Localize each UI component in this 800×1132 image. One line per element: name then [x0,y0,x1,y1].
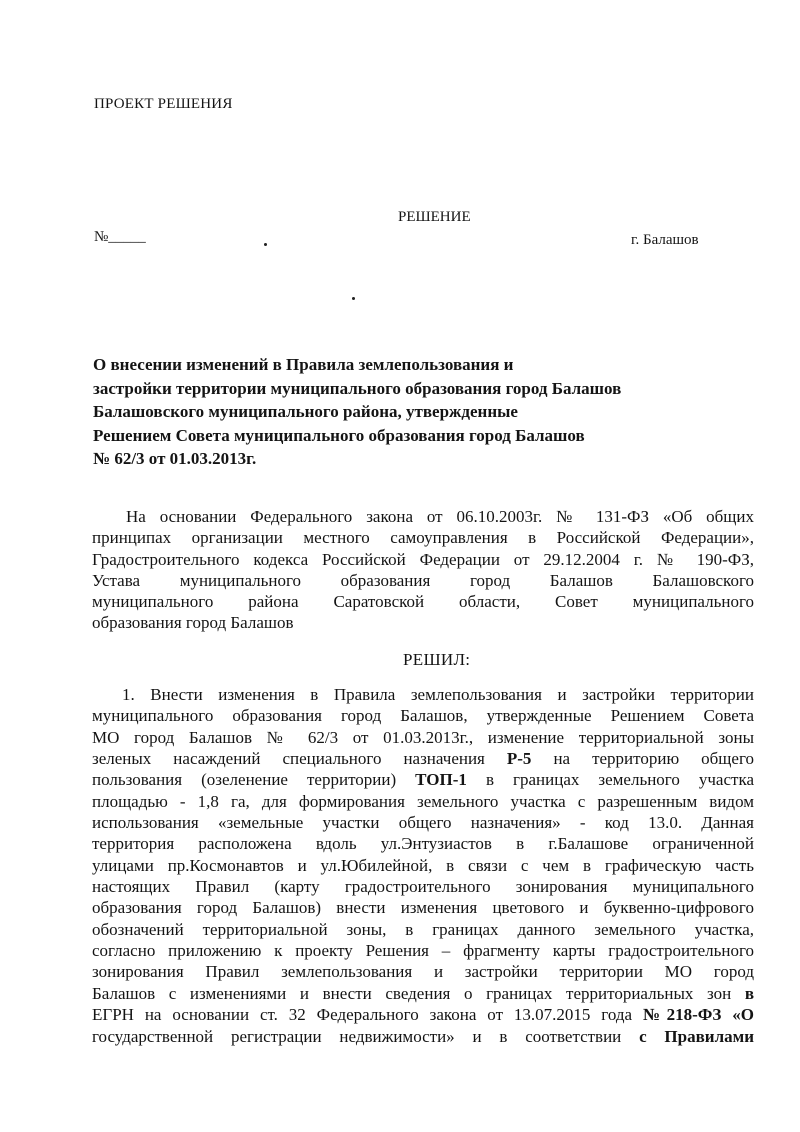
city-name: г. Балашов [631,232,699,248]
draft-label: ПРОЕКТ РЕШЕНИЯ [94,96,233,112]
zone-code: Р-5 [506,749,532,769]
item-line: территория расположена вдоль ул.Энтузиастов в г.Балашове ограниченной [92,834,754,854]
item-line: настоящих Правил (карту градостроительного зонирования муниципального [92,877,754,897]
heading-line: № 62/3 от 01.03.2013г. [93,449,257,468]
item-line: обозначений территориальной зоны, в границах данного земельного участка, [92,919,754,939]
item-line: МО город Балашов № 62/3 от 01.03.2013г., изменение территориальной зоны [92,727,754,747]
item-bold-text: в [744,983,754,1003]
preamble-line: муниципального района Саратовской области, Совет муниципального [92,592,754,612]
item-text: государственной регистрации недвижимости» и в соответствии [92,1026,640,1046]
item-line: зонирования Правил землепользования и застройки территории МО город [92,962,754,982]
document-title: РЕШЕНИЕ [398,209,471,225]
law-reference: №218-ФЗ «О [642,1005,754,1025]
decision-heading [93,353,693,471]
heading-line: застройки территории муниципального образования город Балашов [93,378,622,398]
item-line [92,1026,754,1047]
item-text: пользования (озеленение территории) [92,770,416,790]
item-text: ЕГРН на основании ст. 32 Федерального закона от 13.07.2015 года [92,1005,643,1025]
item-line [92,983,754,1004]
preamble-line: принципах организации местного самоуправления в Российской Федерации», [92,528,754,548]
item-line: площадью - 1,8 га, для формирования земельного участка с разрешенным видом [92,791,754,811]
decision-number: №_____ [94,229,146,245]
item-line [92,769,754,790]
top-code: ТОП-1 [415,770,467,790]
preamble-line: На основании Федерального закона от 06.10.2003г. № 131-ФЗ «Об общих [126,507,754,526]
preamble-paragraph [92,506,754,634]
item-line [92,748,754,769]
item-line: улицами пр.Космонавтов и ул.Юбилейной, в связи с чем в графическую часть [92,855,754,875]
item-line: муниципального образования город Балашов, утвержденные Решением Совета [92,706,754,726]
scan-speck [352,297,355,300]
item-text: зеленых насаждений специального назначения [92,749,507,769]
item-text: Балашов с изменениями и внести сведения о границах территориальных зон [92,983,745,1003]
preamble-line: образования город Балашов [92,613,294,633]
preamble-line: Градостроительного кодекса Российской Федерации от 29.12.2004 г. № 190-ФЗ, [92,549,754,569]
heading-line: Балашовского муниципального района, утвержденные [93,402,518,421]
item-line: 1. Внести изменения в Правила землепользования и застройки территории [122,685,754,704]
preamble-line: Устава муниципального образования город Балашов Балашовского [92,570,754,590]
item-line: образования город Балашов) внести изменения цветового и буквенно-цифрового [92,898,754,918]
item-text: на территорию общего [531,749,754,769]
item-line: согласно приложению к проекту Решения – фрагменту карты градостроительного [92,941,754,961]
item-1-paragraph [92,684,754,1047]
heading-line: Решением Совета муниципального образования город Балашов [93,425,585,445]
heading-line: О внесении изменений в Правила землепользования и [93,355,514,374]
item-bold-text: с Правилами [639,1026,754,1046]
resolved-label: РЕШИЛ: [403,650,471,669]
item-line: использования «земельные участки общего назначения» - код 13.0. Данная [92,813,754,833]
scan-speck [264,243,267,246]
item-line [92,1004,754,1025]
item-text: в границах земельного участка [466,770,754,790]
